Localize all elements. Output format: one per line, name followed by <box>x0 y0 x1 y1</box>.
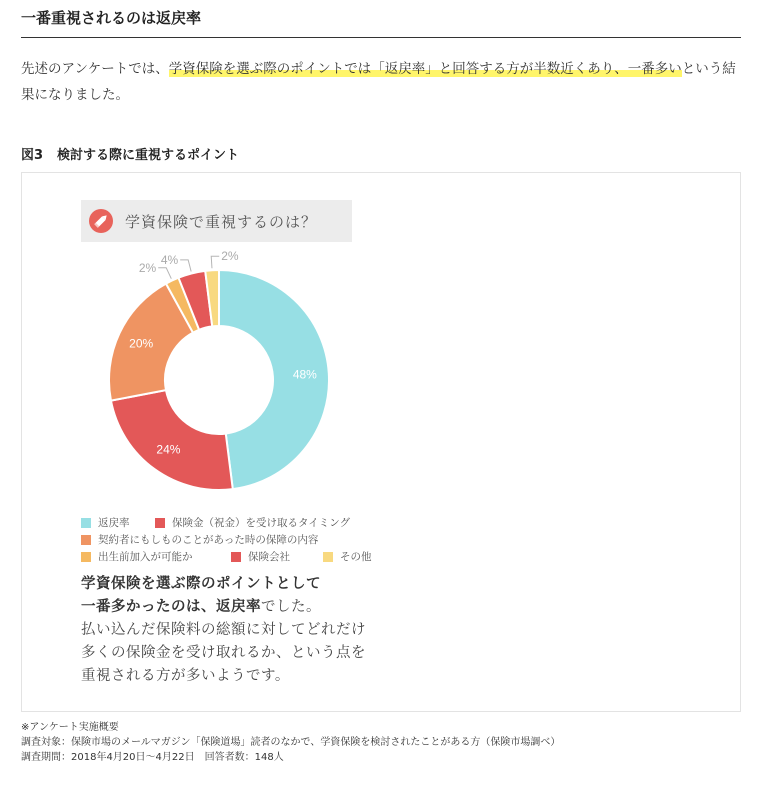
legend-label: 返戻率 <box>98 517 130 529</box>
note-bold-2: 一番多かったのは、 <box>81 599 216 615</box>
legend-label: 契約者にもしものことがあった時の保障の内容 <box>98 534 319 546</box>
legend-label: 出生前加入が可能か <box>98 551 193 563</box>
legend-row <box>81 548 381 565</box>
figure-caption <box>21 144 239 163</box>
legend-swatch <box>231 552 241 562</box>
footer-line-3: 調査期間：2018年4月20日～4月22日 回答者数：148人 <box>21 752 284 763</box>
legend-item-sonota <box>323 549 372 564</box>
figure-card <box>21 172 741 712</box>
legend-label: 保険金（祝金）を受け取るタイミング <box>172 517 351 529</box>
intro-text-after: という結果になりました。 <box>21 61 736 103</box>
figure-title: 検討する際に重視するポイント <box>57 148 240 163</box>
legend-swatch <box>81 552 91 562</box>
intro-highlight: 学資保険を選ぶ際のポイントでは「返戻率」と回答する方が半数近くあり、一番多い <box>168 61 682 77</box>
legend-swatch <box>155 518 165 528</box>
legend-item-hosho <box>81 532 318 547</box>
legend-label: その他 <box>340 551 372 563</box>
intro-text-before: 先述のアンケートでは、 <box>21 61 169 77</box>
legend-row <box>81 514 381 531</box>
question-text: 学資保険で重視するのは？ <box>125 212 318 231</box>
section-heading: 一番重視されるのは返戻率 <box>21 8 741 38</box>
slice-label-4: 4% <box>160 252 179 267</box>
note-keyword: 返戻率 <box>216 599 261 615</box>
leader-line-4 <box>180 260 191 272</box>
footer-line-2: 調査対象：保険市場のメールマガジン「保険道場」読者のなかで、学資保険を検討されたことがある方（保険市場調べ） <box>21 737 561 748</box>
slice-label-1: 24% <box>156 442 181 457</box>
note-bold-1: 学資保険を選ぶ際のポイントとして <box>81 576 321 592</box>
intro-paragraph <box>21 56 743 108</box>
note-line-2-suffix: でした。 <box>261 599 321 615</box>
note-line-2 <box>81 596 371 619</box>
chart-legend <box>81 514 381 565</box>
footer-line-1: ※アンケート実施概要 <box>21 722 119 733</box>
slice-label-3: 2% <box>138 260 157 275</box>
leader-line-5 <box>211 256 219 268</box>
legend-item-timing <box>155 515 350 530</box>
survey-footer <box>21 720 761 765</box>
chart-note <box>81 573 371 688</box>
note-line-1 <box>81 573 371 596</box>
legend-swatch <box>81 518 91 528</box>
slice-label-2: 20% <box>129 336 154 351</box>
legend-item-shusseimae <box>81 549 231 564</box>
note-body: 払い込んだ保険料の総額に対してどれだけ多くの保険金を受け取れるか、という点を重視される方が多いようです。 <box>81 622 366 684</box>
legend-item-henreiritsu <box>81 515 155 530</box>
slice-label-0: 48% <box>292 367 317 382</box>
legend-label: 保険会社 <box>248 551 290 563</box>
figure-number: 図3 <box>21 148 44 163</box>
slice-label-5: 2% <box>221 249 239 264</box>
leader-line-3 <box>158 268 171 279</box>
legend-item-hokengaisha <box>231 549 323 564</box>
legend-swatch <box>81 535 91 545</box>
legend-swatch <box>323 552 333 562</box>
donut-slice-1 <box>111 390 233 490</box>
legend-row <box>81 531 381 548</box>
